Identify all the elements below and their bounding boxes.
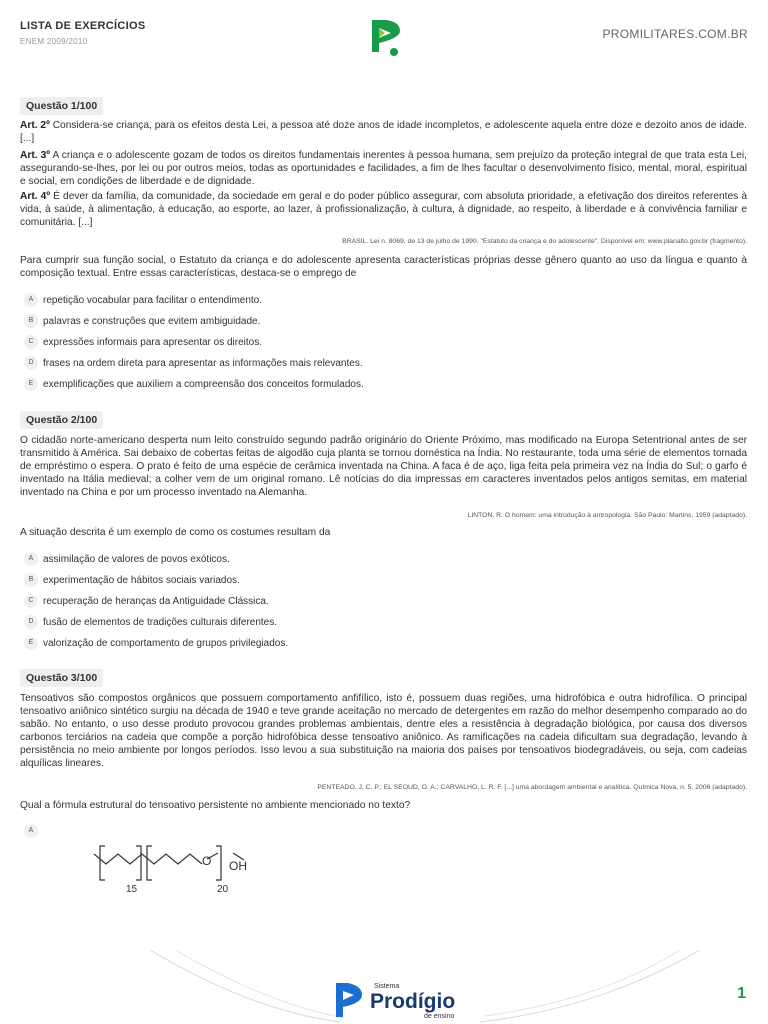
option-text: palavras e construções que evitem ambiguidade.	[43, 315, 261, 327]
option-letter: C	[24, 594, 38, 608]
question-1-label: Questão 1/100	[20, 97, 103, 115]
option-text: valorização de comportamento de grupos privilegiados.	[43, 637, 289, 649]
question-3-text: Tensoativos são compostos orgânicos que possuem comportamento anfifílico, isto é, possuem duas regiões, uma hidrofóbica e outra hidrofílica. O principal tensoativo aniônico sintético surgiu na década de 1940 e teve grande aceitação no mercado de detergentes em razão do melhor desempenho comparado ao do sabão. No entanto, o uso desse produto provocou grandes problemas ambientais, dentre eles a resistência à degradação biológica, por causa dos diversos carbonos terciários na cadeia que compõe a porção hidrofóbica desse tensoativo aniônico. As ramificações na cadeia dificultam sua degradação, levando à persistência no meio ambiente por longos períodos. Isso levou a sua substituição na maioria dos países por tensoativos biodegradáveis, ou seja, com cadeias alquílicas lineares.	[20, 693, 747, 769]
option-letter: B	[24, 573, 38, 587]
prodigio-logo	[334, 980, 474, 1020]
brand-name: Prodígio	[370, 990, 456, 1013]
play-arrow-logo-icon	[364, 16, 404, 58]
question-1-option-a[interactable]	[24, 293, 262, 307]
question-2-option-c[interactable]	[24, 594, 269, 608]
option-text: fusão de elementos de tradições culturais diferentes.	[43, 616, 278, 628]
article-4-label: Art. 4º	[20, 191, 51, 202]
option-letter: D	[24, 356, 38, 370]
question-1-option-e[interactable]	[24, 377, 364, 391]
question-3-prompt: Qual a fórmula estrutural do tensoativo persistente no ambiente mencionado no texto?	[20, 800, 411, 811]
question-2-option-a[interactable]	[24, 552, 230, 566]
option-letter: C	[24, 335, 38, 349]
option-text: expressões informais para apresentar os direitos.	[43, 336, 262, 348]
question-2-text: O cidadão norte-americano desperta num leito construído segundo padrão originário do Oriente Próximo, mas modificado na Europa Setentrional antes de ser transmitido à América. Sai debaixo de cobertas feitas de algodão cuja planta se tornou doméstica na Índia. No restaurante, toda uma série de elementos tomada de empréstimo o espera. O prato é feito de uma espécie de cerâmica inventada na China. A faca é de aço, liga feita pela primeira vez na Índia do Sul; o garfo é inventado na Itália medieval; a colher vem de um original romano. Lê notícias do dia impressas em caracteres inventados pelos antigos semitas, em material inventado na China e por um processo inventado na Alemanha.	[20, 435, 747, 498]
question-1-article-4	[20, 191, 747, 230]
question-3-source: PENTEADO, J. C. P.; EL SEOUD, O. A.; CARVALHO, L. R. F. [...] uma abordagem ambiental e analítica. Química Nova, n. 5, 2006 (adaptado).	[317, 784, 747, 791]
option-letter: E	[24, 636, 38, 650]
option-text: frases na ordem direta para apresentar as informações mais relevantes.	[43, 357, 363, 369]
option-letter: A	[24, 824, 38, 838]
site-link[interactable]: PROMILITARES.COM.BR	[602, 27, 748, 41]
question-2-option-e[interactable]	[24, 636, 288, 650]
page-number: 1	[737, 985, 746, 1002]
oxygen-atom-label: O	[202, 854, 212, 868]
list-subtitle: ENEM 2009/2010	[20, 37, 88, 46]
option-text: experimentação de hábitos sociais variados.	[43, 574, 240, 586]
hydroxyl-label: OH	[229, 859, 247, 873]
question-1-article-2	[20, 120, 747, 146]
question-2-option-d[interactable]	[24, 615, 277, 629]
repeat-subscript-15: 15	[126, 884, 138, 895]
question-2-option-b[interactable]	[24, 573, 240, 587]
option-letter: A	[24, 552, 38, 566]
question-1-option-c[interactable]	[24, 335, 262, 349]
question-2-prompt: A situação descrita é um exemplo de como os costumes resultam da	[20, 527, 331, 538]
option-text: repetição vocabular para facilitar o entendimento.	[43, 294, 263, 306]
sistema-label: Sistema	[374, 983, 400, 990]
article-3-label: Art. 3º	[20, 150, 50, 161]
option-letter: B	[24, 314, 38, 328]
article-4-text: É dever da família, da comunidade, da sociedade em geral e do poder público assegurar, com absoluta prioridade, a efetivação dos direitos referentes à vida, à saúde, à alimentação, à educação, ao esporte, ao lazer, à profissionalização, à cultura, à dignidade, ao respeito, à liberdade e à convivência familiar e comunitária. [...]	[20, 191, 747, 228]
question-2-label: Questão 2/100	[20, 411, 103, 429]
structural-formula-a	[86, 840, 266, 902]
question-3-option-a[interactable]	[24, 824, 38, 838]
article-2-text: Considera-se criança, para os efeitos desta Lei, a pessoa até doze anos de idade incompletos, e adolescente aquela entre doze e dezoito anos de idade. [...]	[20, 120, 747, 144]
option-text: assimilação de valores de povos exóticos.	[43, 553, 230, 565]
article-3-text: A criança e o adolescente gozam de todos os direitos fundamentais inerentes à pessoa humana, sem prejuízo da proteção integral de que trata esta Lei, assegurando-se-lhes, por lei ou por outros meios, todas as oportunidades e facilidades, a fim de lhes facultar o desenvolvimento físico, mental, moral, espiritual e social, em condições de liberdade e de dignidade.	[20, 150, 747, 187]
option-letter: A	[24, 293, 38, 307]
option-text: recuperação de heranças da Antiguidade Clássica.	[43, 595, 269, 607]
repeat-subscript-20: 20	[217, 884, 229, 895]
question-1-prompt: Para cumprir sua função social, o Estatuto da criança e do adolescente apresenta características próprias desse gênero quanto ao uso da língua e quanto à composição textual. Entre essas características, destaca-se o emprego de	[20, 255, 747, 279]
option-letter: D	[24, 615, 38, 629]
question-1-option-b[interactable]	[24, 314, 260, 328]
question-3-label: Questão 3/100	[20, 669, 103, 687]
question-1-source: BRASIL. Lei n. 8069, de 13 de julho de 1990. "Estatuto da criança e do adolescente". Disponível em: www.planalto.gov.br (fragmento).	[342, 238, 747, 245]
option-text: exemplificações que auxiliem a compreensão dos conceitos formulados.	[43, 378, 364, 390]
tagline-label: de ensino	[424, 1013, 455, 1020]
option-letter: E	[24, 377, 38, 391]
question-2-source: LINTON, R. O homem: uma introdução à antropologia. São Paulo: Martins, 1959 (adaptado).	[467, 512, 747, 519]
question-1-article-3	[20, 150, 747, 189]
question-1-option-d[interactable]	[24, 356, 363, 370]
list-title: LISTA DE EXERCÍCIOS	[20, 20, 146, 32]
article-2-label: Art. 2º	[20, 120, 50, 131]
